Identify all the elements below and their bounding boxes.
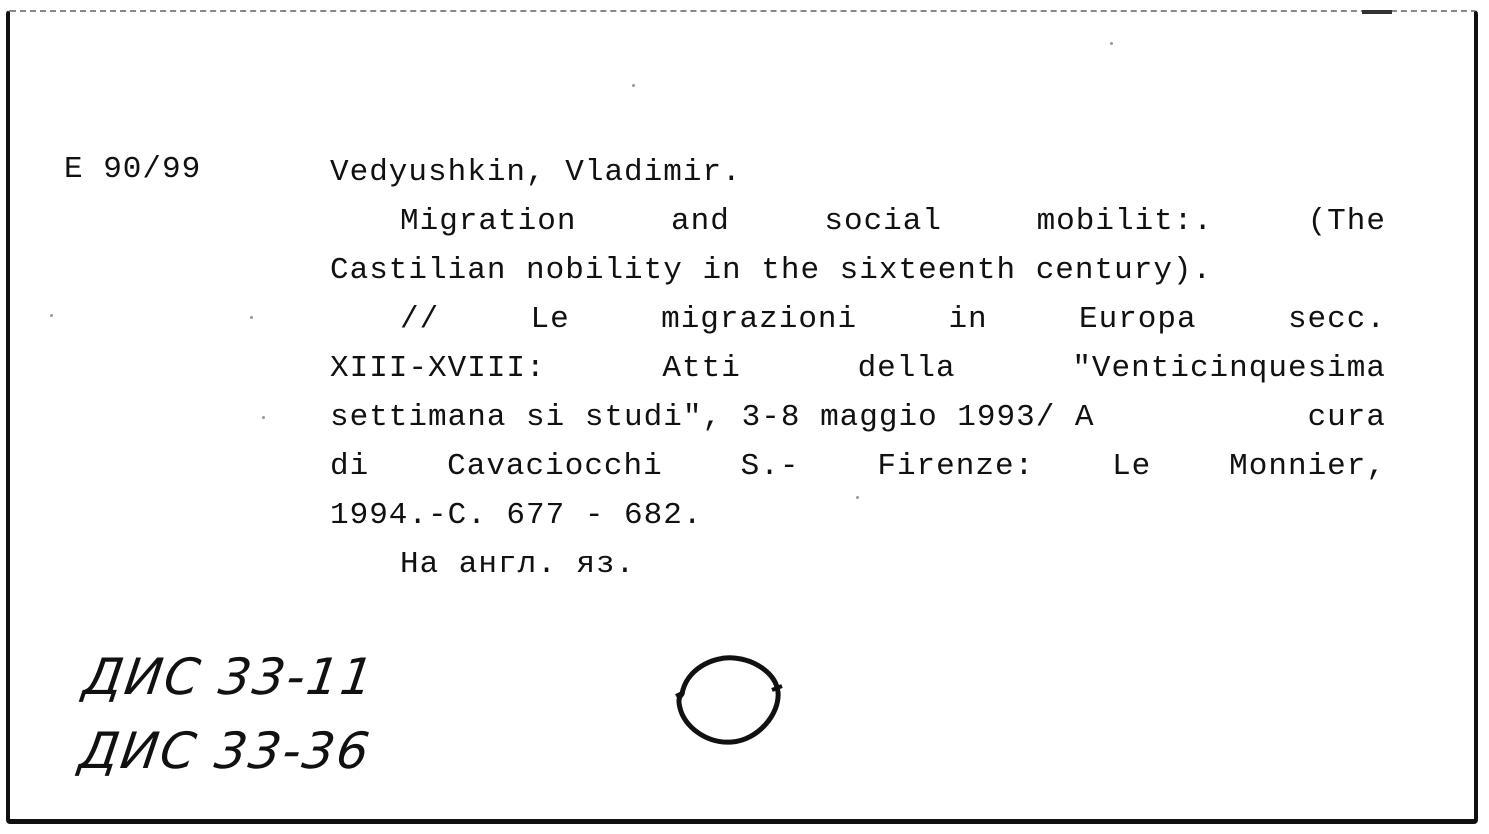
record-word: Castilian nobility in the sixteenth century). [330, 253, 1213, 288]
record-word: На англ. яз. [400, 547, 636, 582]
record-word: and [671, 204, 730, 239]
speck [50, 314, 53, 317]
record-lines [330, 197, 1386, 589]
speck [262, 416, 265, 419]
record-line [330, 540, 1386, 589]
record-line [330, 442, 1386, 491]
handwritten-note-2: ДИС 33-36 [75, 722, 375, 780]
record-word: // [400, 302, 440, 337]
record-word: settimana si studi", 3-8 maggio 1993/ A [330, 400, 1095, 435]
record-line [330, 393, 1386, 442]
speck [1362, 10, 1392, 14]
record-word: Migration [400, 204, 577, 239]
record-line [330, 491, 1386, 540]
author-line: Vedyushkin, Vladimir. [330, 155, 742, 190]
record-line [330, 295, 1386, 344]
speck [250, 316, 253, 319]
record-word: (The [1307, 204, 1386, 239]
record-word: in [948, 302, 988, 337]
circle-stamp-icon [672, 652, 784, 748]
record-word: di [330, 449, 370, 484]
speck [632, 84, 635, 87]
record-word: Le [1112, 449, 1152, 484]
record-word: migrazioni [661, 302, 858, 337]
record-word: Monnier, [1229, 449, 1386, 484]
record-word: 1994.-C. 677 - 682. [330, 498, 703, 533]
record-word: S.- [740, 449, 800, 484]
record-word: della [857, 351, 956, 386]
record-body [330, 148, 1386, 589]
shelf-mark: E 90/99 [64, 152, 202, 187]
record-word: Europa [1079, 302, 1197, 337]
record-word: Atti [662, 351, 741, 386]
record-line [330, 197, 1386, 246]
record-word: "Venticinquesima [1072, 351, 1386, 386]
speck [1110, 42, 1113, 45]
record-word: Firenze: [877, 449, 1035, 484]
record-word: social [824, 204, 942, 239]
record-line [330, 344, 1386, 393]
record-word: Le [530, 302, 570, 337]
record-line [330, 246, 1386, 295]
record-word: cura [1307, 400, 1386, 435]
handwritten-note-1: ДИС 33-11 [79, 648, 379, 706]
record-word: mobilit:. [1036, 204, 1213, 239]
record-word: Cavaciocchi [447, 449, 663, 484]
record-word: XIII-XVIII: [330, 351, 546, 386]
record-word: secc. [1287, 302, 1386, 337]
